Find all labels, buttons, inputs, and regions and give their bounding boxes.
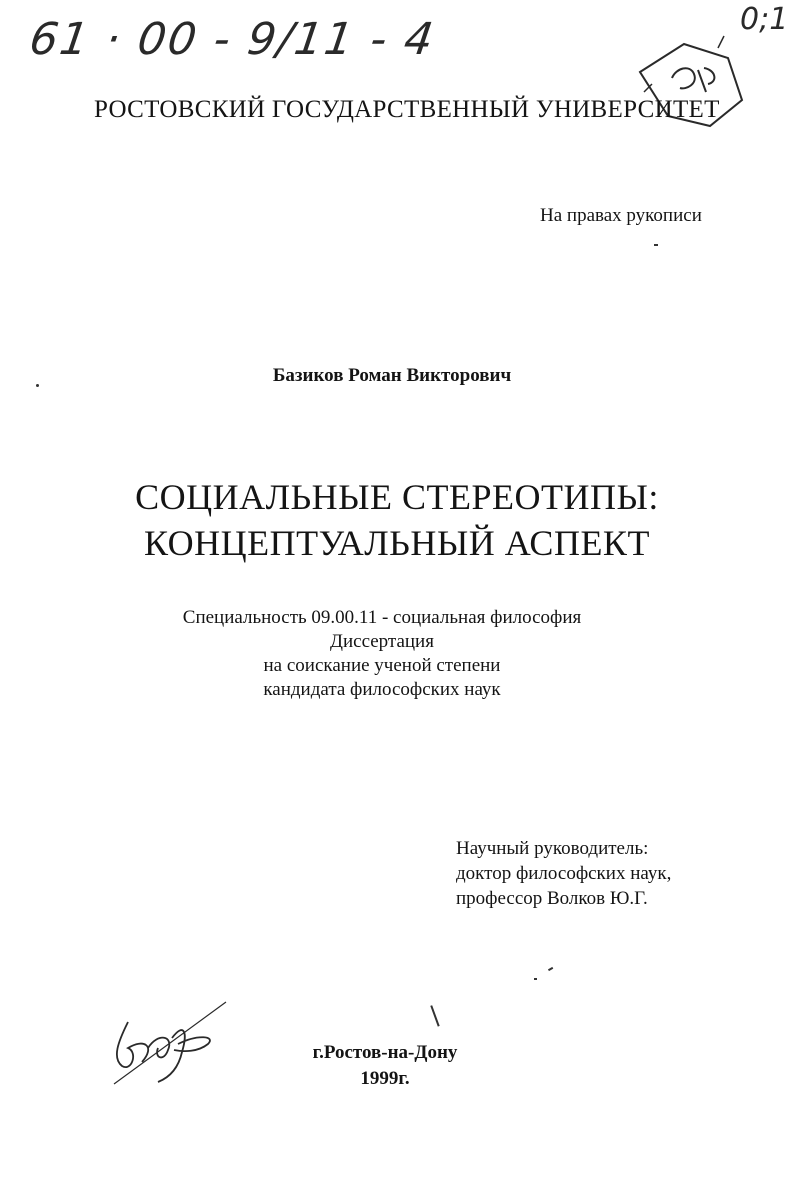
specialty-block [0,606,794,702]
year: 1999г. [360,1068,410,1089]
scan-speck [430,1005,439,1026]
handwritten-corner-mark: 0;1 [740,2,789,37]
handwritten-catalog-number: 61 · 00 - 9/11 - 4 [26,14,439,65]
degree-purpose-line-2: кандидата философских наук [263,679,501,700]
title-line-1: СОЦИАЛЬНЫЕ СТЕРЕОТИПЫ: [135,477,659,517]
document-type: Диссертация [330,631,434,652]
scan-speck [36,384,39,387]
degree-purpose-line-1: на соискание ученой степени [263,655,501,676]
scan-speck [548,967,553,971]
city: г.Ростов-на-Дону [312,1042,458,1063]
title-line-2: КОНЦЕПТУАЛЬНЫЙ АСПЕКТ [144,523,650,563]
advisor-label: Научный руководитель: [456,838,649,859]
scan-speck [534,978,537,980]
advisor-block [456,836,756,911]
specialty-line: Специальность 09.00.11 - социальная философия [182,607,582,628]
university-name: РОСТОВСКИЙ ГОСУДАРСТВЕННЫЙ УНИВЕРСИТЕТ [94,96,720,123]
advisor-degree: доктор философских наук, [456,863,672,884]
dissertation-title [0,474,794,566]
scan-speck [654,244,658,246]
signature-icon [98,992,238,1092]
city-year-block [300,1040,470,1092]
author-name: Базиков Роман Викторович [272,365,512,386]
manuscript-rights-note: На правах рукописи [540,205,702,226]
advisor-name: профессор Волков Ю.Г. [456,888,648,909]
